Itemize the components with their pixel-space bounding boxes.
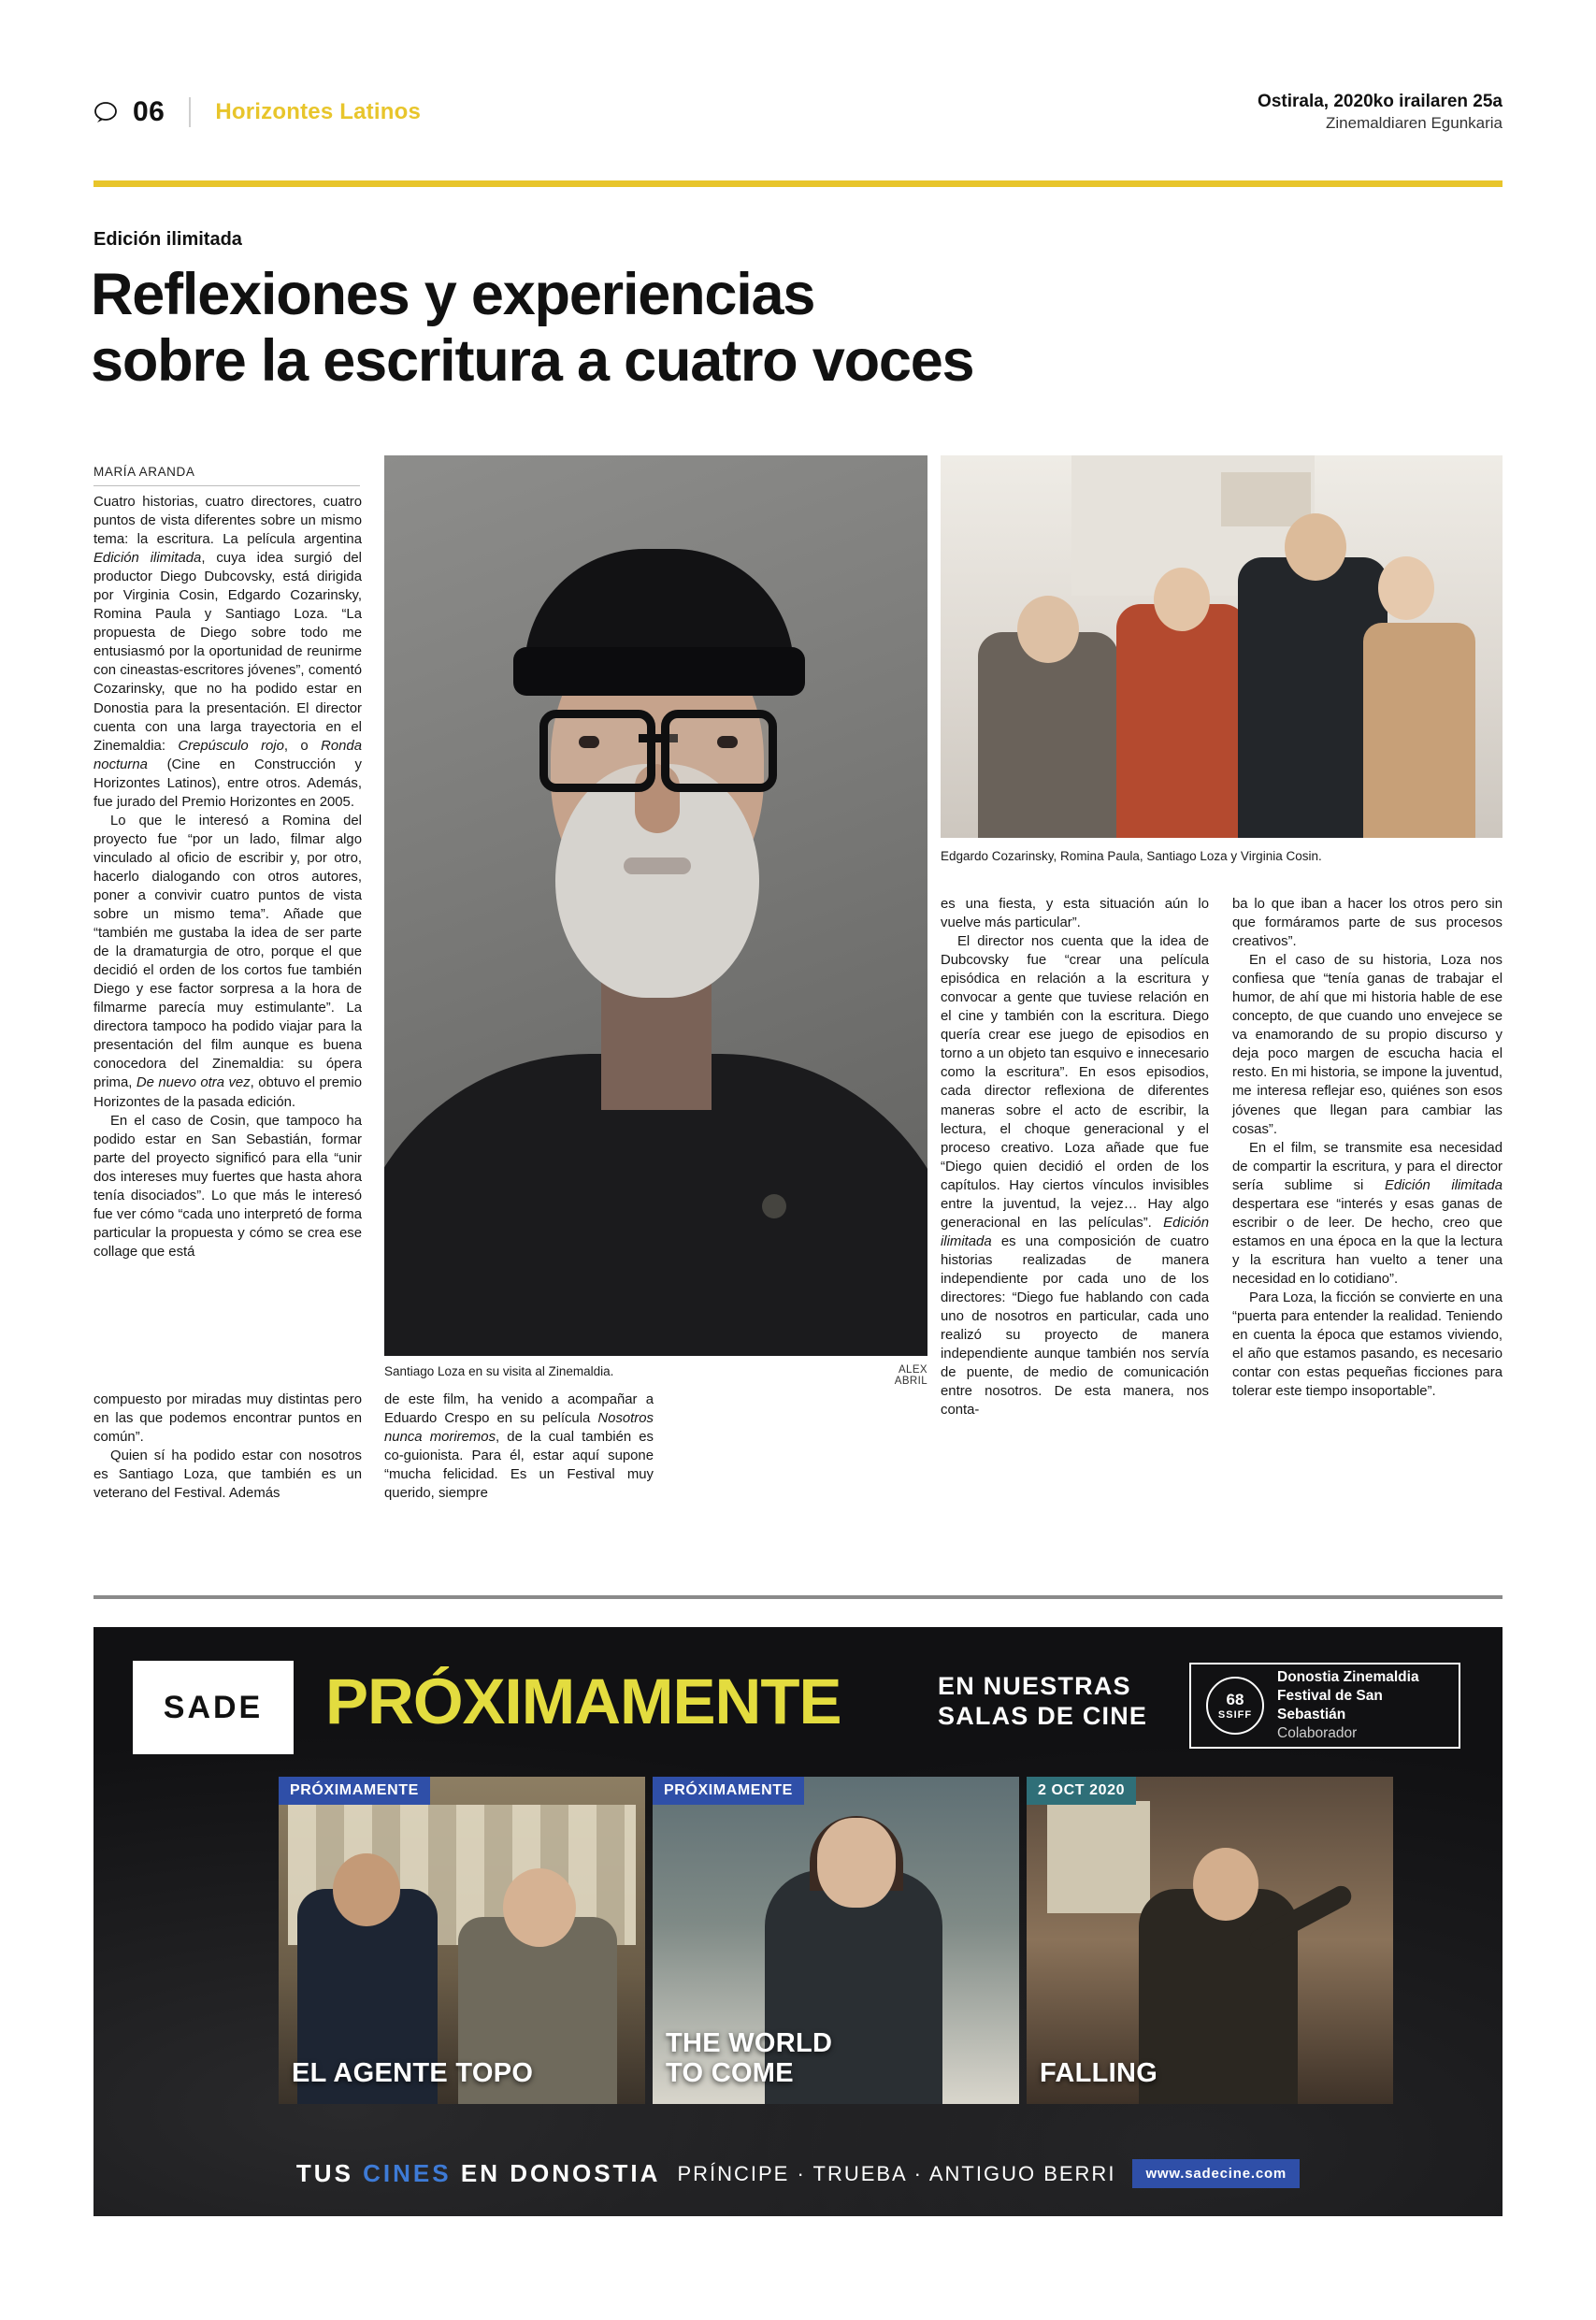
paragraph: Cuatro historias, cuatro directores, cuatro puntos de vista diferentes sobre un mismo tema: la escritura. La película argentina Edición ilimitada, cuya idea surgió del productor Diego Dubcovsky, está dirigida por Virginia Cosin, Edgardo Cozarinsky, Romina Paula y Santiago Loza. “La propuesta de Diego sobre todo me entusiasmó por la oportunidad de reunirme con cineastas-escritores jóvenes”, comentó Cozarinsky, que no ha podido estar en Donostia para la presentación. El director cuenta con una larga trayectoria en el Zinemaldia: Crepúsculo rojo, o Ronda nocturna (Cine en Construcción y Horizontes Latinos), entre otros. Además, fue jurado del Premio Horizontes en 2005. bbox=[93, 495, 362, 810]
ad-subheadline bbox=[938, 1672, 1147, 1732]
film-badge-2: PRÓXIMAMENTE bbox=[653, 1777, 804, 1805]
ad-footer bbox=[93, 2159, 1503, 2188]
article-kicker: Edición ilimitada bbox=[93, 229, 242, 250]
issue-date: Ostirala, 2020ko irailaren 25a bbox=[1258, 91, 1503, 111]
ad-subheadline-line-1: EN NUESTRAS bbox=[938, 1672, 1131, 1700]
ad-film-card-2[interactable] bbox=[653, 1777, 1019, 2104]
byline: MARÍA ARANDA bbox=[93, 465, 360, 486]
headline-line-2: sobre la escritura a cuatro voces bbox=[91, 327, 974, 394]
photo-santiago-loza bbox=[384, 455, 927, 1356]
article-column-3 bbox=[384, 1391, 654, 1503]
masthead-left bbox=[93, 96, 421, 128]
ssiff-text-block bbox=[1277, 1668, 1444, 1742]
film-title-2-line-1: THE WORLD bbox=[666, 2028, 833, 2059]
sade-logo bbox=[133, 1661, 294, 1754]
ssiff-abbreviation: SSIFF bbox=[1217, 1708, 1253, 1721]
paragraph: Lo que le interesó a Romina del proyecto fue “por un lado, filmar algo vinculado al oficio de escribir y, por otro, hacerlo dialogando con otros autores, poner a convivir cuatro puntos de vista sobre un mismo tema”. Añade que “también me gustaba la idea de ser parte de la dramaturgia de otro, porque el que decidió el orden de los cortos fue también Diego y ese factor sorpresa a la hora de filmarme parecía muy estimulante”. La directora tampoco ha podido viajar para la presentación del film aunque es buena conocedora del Zinemaldia: su ópera prima, De nuevo otra vez, obtuvo el premio Horizontes de la pasada edición. bbox=[93, 813, 362, 1110]
article-column-5 bbox=[1232, 895, 1503, 1401]
headline-line-1: Reflexiones y experiencias bbox=[91, 262, 815, 327]
paragraph: compuesto por miradas muy distintas pero en las que podemos encontrar puntos en común”. bbox=[93, 1392, 362, 1446]
ssiff-collaborator-badge bbox=[1189, 1663, 1460, 1749]
ssiff-edition-number: 68 bbox=[1226, 1690, 1244, 1708]
paragraph: El director nos cuenta que la idea de Dubcovsky fue “crear una película episódica en relación a la escritura y convocar a gente que tuviese relación en el cine y también con la escritura. Diego quería crear ese juego de episodios en torno a un objeto tan esquivo e innecesario como la escritura”. En esos episodios, cada director reflexiona de diferentes maneras sobre el acto de escribir, la lectura, el choque generacional y el proceso creativo. Loza añade que fue “Diego quien decidió el orden de los capítulos. Hay ciertos vínculos invisibles entre la juventud, la vejez… Hay algo generacional en las películas”. Edición ilimitada es una composición de cuatro historias realizadas de manera independiente por cada uno de los directores: “Diego fue hablando con cada uno de nosotros en particular, cada uno realizó su proyecto de manera independiente aunque también nos servía de puente, de medio de comunicación entre nosotros. De esta manera, nos conta- bbox=[941, 934, 1209, 1419]
ad-website-link[interactable]: www.sadecine.com bbox=[1132, 2159, 1300, 2188]
article-column-1 bbox=[93, 493, 362, 1261]
speech-bubble-icon bbox=[93, 101, 120, 123]
masthead-right bbox=[1258, 90, 1503, 136]
ad-footer-tus: TUS bbox=[295, 2159, 353, 2187]
page-title bbox=[91, 262, 1418, 394]
paragraph: En el caso de su historia, Loza nos confiesa que “tenía ganas de trabajar el humor, de ahí que mi historia hable de ese concepto, de que cuando uno envejece se va enamorando de su propio discurso y deja poco margen de escucha hacia el resto. En mi historia, se impone la juventud, me interesa reflejar eso, quiénes son esos jóvenes que llegan para cambiar las cosas”. bbox=[1232, 953, 1503, 1137]
ssiff-name-line-1: Donostia Zinemaldia bbox=[1277, 1669, 1419, 1686]
article-column-2 bbox=[93, 1391, 362, 1503]
ad-film-card-1[interactable] bbox=[279, 1777, 645, 2104]
ad-footer-cines: CINES bbox=[363, 2159, 452, 2187]
ad-footer-cinemas: PRÍNCIPE · TRUEBA · ANTIGUO BERRI bbox=[677, 2161, 1116, 2185]
ad-film-card-3[interactable] bbox=[1027, 1777, 1393, 2104]
ad-headline: PRÓXIMAMENTE bbox=[325, 1665, 841, 1737]
photo-caption-group: Edgardo Cozarinsky, Romina Paula, Santiago Loza y Virginia Cosin. bbox=[941, 849, 1322, 863]
masthead bbox=[93, 84, 1503, 140]
ad-footer-slogan bbox=[296, 2159, 661, 2188]
section-title: Horizontes Latinos bbox=[215, 99, 421, 124]
sade-logo-text: SADE bbox=[163, 1689, 264, 1725]
paragraph: Quien sí ha podido estar con nosotros es Santiago Loza, que también es un veterano del Festival. Además bbox=[93, 1448, 362, 1502]
film-title-2-line-2: TO COME bbox=[666, 2058, 794, 2089]
ssiff-name-line-2: Festival de San Sebastián bbox=[1277, 1688, 1383, 1722]
film-title-1: EL AGENTE TOPO bbox=[292, 2058, 534, 2089]
ad-footer-en-donostia: EN DONOSTIA bbox=[460, 2159, 661, 2187]
photo-caption-main: Santiago Loza en su visita al Zinemaldia. bbox=[384, 1364, 614, 1378]
paragraph: Para Loza, la ficción se convierte en una “puerta para entender la realidad. Teniendo en cuenta la época que estamos viviendo, el año que estamos pasando, es necesario contar con estas pequeñas ficciones para tolerar este tiempo insoportable”. bbox=[1232, 1290, 1503, 1400]
ad-subheadline-line-2: SALAS DE CINE bbox=[938, 1701, 1148, 1730]
paragraph: es una fiesta, y esta situación aún lo vuelve más particular”. bbox=[941, 897, 1209, 931]
photo-directors-group bbox=[941, 455, 1503, 838]
article-column-4 bbox=[941, 895, 1209, 1419]
paragraph: de este film, ha venido a acompañar a Eduardo Crespo en su película Nosotros nunca moriremos, de la cual también es co-guionista. Para él, estar aquí supone “mucha felicidad. Es un Festival muy querido, siempre bbox=[384, 1392, 654, 1502]
yellow-rule bbox=[93, 180, 1503, 187]
advertisement-sade[interactable] bbox=[93, 1627, 1503, 2216]
film-badge-3: 2 OCT 2020 bbox=[1027, 1777, 1136, 1805]
masthead-divider bbox=[189, 97, 191, 127]
paragraph: En el caso de Cosin, que tampoco ha podido estar en San Sebastián, formar parte del proyecto significó para ella “unir dos intereses muy fuertes que hasta ahora tenía disociados”. Lo que más le interesó fue ver cómo “cada uno interpretó de forma particular la propuesta y cómo se crea ese collage que está bbox=[93, 1113, 362, 1260]
film-title-3: FALLING bbox=[1040, 2058, 1158, 2089]
photo-credit: ALEX ABRIL bbox=[894, 1364, 927, 1387]
ssiff-logo-icon bbox=[1206, 1677, 1264, 1735]
ssiff-role: Colaborador bbox=[1277, 1724, 1358, 1741]
section-divider bbox=[93, 1595, 1503, 1599]
page-number: 06 bbox=[133, 96, 165, 127]
paragraph: En el film, se transmite esa necesidad de compartir la escritura, y para el director sería sublime si Edición ilimitada despertara ese “interés y esas ganas de escribir o de leer. De hecho, creo que estamos en una época en la que la lectura y la escritura han vuelto a tener una necesidad en lo cotidiano”. bbox=[1232, 1140, 1503, 1287]
film-badge-1: PRÓXIMAMENTE bbox=[279, 1777, 430, 1805]
publication-name: Zinemaldiaren Egunkaria bbox=[1326, 114, 1503, 133]
paragraph: ba lo que iban a hacer los otros pero sin que formáramos parte de sus procesos creativos”. bbox=[1232, 897, 1503, 950]
film-title-2 bbox=[666, 2029, 832, 2089]
